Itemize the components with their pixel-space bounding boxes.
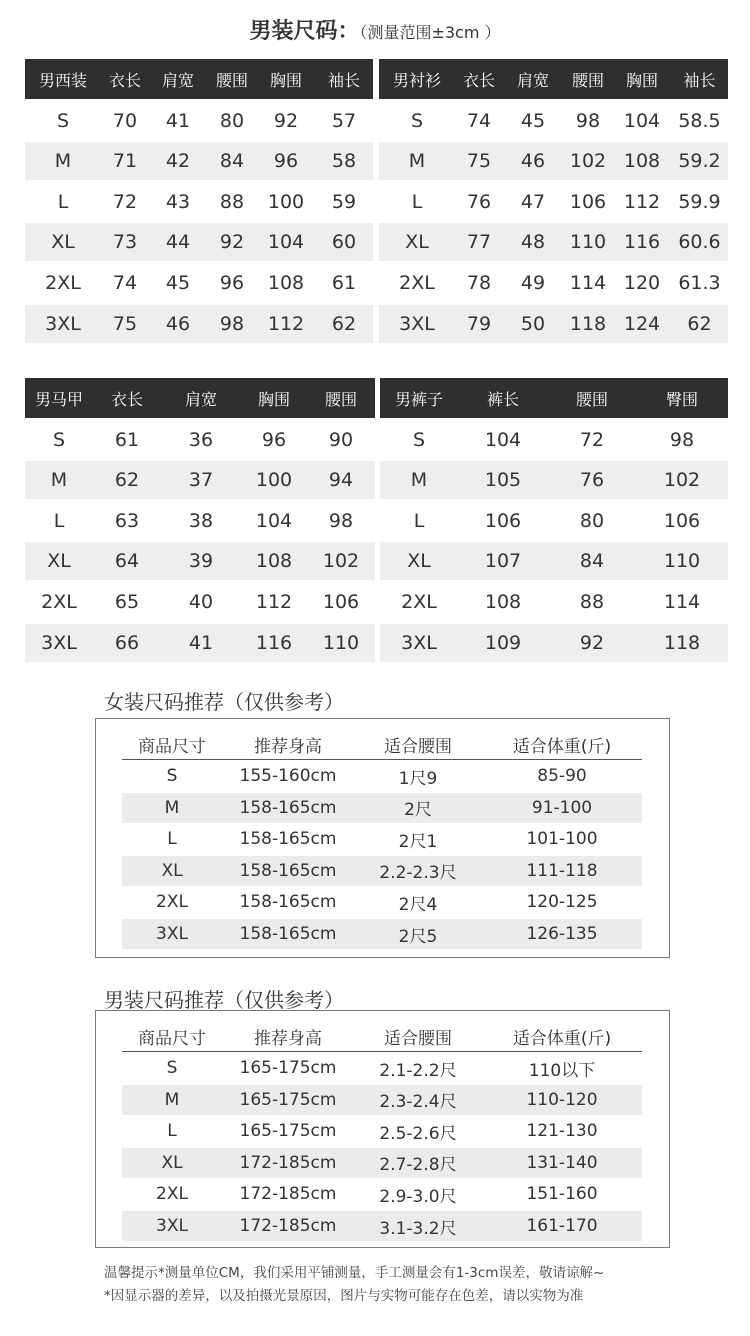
table-cell: 78 (466, 271, 492, 294)
table-cell: 64 (114, 550, 140, 573)
table-cell: 2尺1 (398, 831, 438, 852)
table-cell: L (167, 1121, 177, 1142)
table-cell: L (57, 190, 69, 213)
table-cell: 94 (328, 469, 354, 492)
table-row (379, 223, 728, 261)
table-cell: 37 (188, 469, 214, 492)
table-cell: 124 (623, 312, 661, 335)
table-cell: 165-175cm (239, 1058, 337, 1078)
table-cell: 106 (569, 190, 607, 213)
table-cell: 79 (466, 312, 492, 335)
table-cell: 2.5-2.6尺 (379, 1123, 457, 1144)
table-header (25, 59, 373, 99)
table-cell: 161-170 (526, 1216, 598, 1236)
header-cell: 推荐身高 (254, 736, 322, 757)
table-cell: 118 (569, 312, 607, 335)
table-cell: 158-165cm (239, 924, 337, 944)
table-cell: S (410, 109, 424, 132)
table-cell: 42 (165, 150, 191, 173)
table-cell: 48 (520, 231, 546, 254)
table-cell: 104 (255, 509, 293, 532)
table-cell: 92 (579, 631, 605, 654)
table-cell: 3XL (45, 312, 81, 335)
table-cell: 2XL (156, 1184, 188, 1205)
table-cell: 100 (267, 190, 305, 213)
table-row (25, 183, 373, 221)
table-cell: 110以下 (528, 1060, 596, 1081)
table-row (122, 1148, 642, 1178)
table-row (122, 1085, 642, 1115)
table-cell: 110 (569, 231, 607, 254)
table-cell: 84 (579, 550, 605, 573)
table-cell: XL (161, 1152, 183, 1173)
table-row (122, 761, 642, 791)
table-cell: 2XL (156, 892, 188, 913)
header-cell: 肩宽 (161, 70, 194, 90)
table-cell: 36 (188, 428, 214, 451)
table-cell: 41 (188, 631, 214, 654)
table-cell: 3XL (399, 312, 435, 335)
table-cell: 116 (255, 631, 293, 654)
table-cell: 2尺4 (398, 894, 438, 915)
table-cell: 72 (112, 190, 138, 213)
table-row (25, 142, 373, 180)
table-row (122, 824, 642, 854)
table-cell: 2.2-2.3尺 (379, 863, 457, 884)
header-cell: 适合腰围 (384, 736, 452, 757)
table-cell: 106 (322, 590, 360, 613)
table-header (122, 729, 642, 760)
table-row (380, 502, 728, 540)
table-cell: 2.3-2.4尺 (379, 1092, 457, 1113)
table-row (25, 461, 375, 499)
table-row (25, 542, 375, 580)
header-cell: 衣长 (108, 70, 141, 90)
table-cell: S (52, 428, 66, 451)
table-cell: 172-185cm (239, 1216, 337, 1236)
table-header (25, 378, 375, 418)
table-cell: 111-118 (526, 860, 598, 881)
table-cell: 105 (484, 469, 522, 492)
table-cell: 101-100 (526, 829, 598, 850)
header-cell: 男西装 (38, 70, 87, 90)
women-recommend-table (95, 718, 670, 958)
table-cell: 60.6 (678, 231, 721, 254)
shirt-size-table (379, 59, 728, 343)
table-cell: 46 (165, 312, 191, 335)
table-cell: 108 (623, 150, 661, 173)
table-cell: XL (161, 860, 183, 881)
table-cell: 3XL (41, 631, 77, 654)
table-row (379, 305, 728, 343)
table-cell: 71 (112, 150, 138, 173)
table-row (122, 793, 642, 823)
table-cell: 39 (188, 550, 214, 573)
women-recommend-heading: 女装尺码推荐（仅供参考） (104, 690, 344, 714)
table-row (380, 624, 728, 662)
table-row (122, 887, 642, 917)
table-cell: 104 (484, 428, 522, 451)
table-cell: 60 (331, 231, 357, 254)
table-cell: 102 (322, 550, 360, 573)
table-row (122, 1211, 642, 1241)
table-cell: 43 (165, 190, 191, 213)
table-cell: 114 (663, 590, 701, 613)
table-row (380, 583, 728, 621)
table-cell: 38 (188, 509, 214, 532)
table-cell: 108 (267, 271, 305, 294)
table-cell: 76 (579, 469, 605, 492)
table-cell: 50 (520, 312, 546, 335)
table-cell: 104 (623, 109, 661, 132)
table-cell: 88 (579, 590, 605, 613)
header-cell: 腰围 (571, 70, 604, 90)
table-cell: 2XL (401, 590, 437, 613)
table-cell: 112 (255, 590, 293, 613)
table-cell: 110-120 (526, 1089, 598, 1110)
table-cell: M (50, 469, 68, 492)
note-line: *因显示器的差异，以及拍摄光景原因，图片与实物可能存在色差，请以实物为准 (104, 1288, 584, 1304)
table-cell: 72 (579, 428, 605, 451)
table-cell: 114 (569, 271, 607, 294)
table-cell: 118 (663, 631, 701, 654)
table-cell: 3XL (401, 631, 437, 654)
table-cell: M (164, 797, 180, 818)
table-cell: 110 (663, 550, 701, 573)
vest-size-table (25, 378, 375, 662)
table-cell: 102 (569, 150, 607, 173)
table-cell: 66 (114, 631, 140, 654)
table-cell: 131-140 (526, 1152, 598, 1173)
table-header (380, 378, 728, 418)
table-cell: S (412, 428, 426, 451)
table-cell: M (164, 1089, 180, 1110)
table-cell: 59.2 (678, 150, 721, 173)
table-cell: L (413, 509, 425, 532)
table-cell: 151-160 (526, 1184, 598, 1205)
table-cell: 1尺9 (398, 768, 438, 789)
table-cell: 2.7-2.8尺 (379, 1155, 457, 1176)
table-cell: 106 (484, 509, 522, 532)
table-cell: 100 (255, 469, 293, 492)
table-cell: 80 (219, 109, 245, 132)
men-recommend-heading: 男装尺码推荐（仅供参考） (104, 988, 344, 1012)
table-cell: 88 (219, 190, 245, 213)
table-cell: 40 (188, 590, 214, 613)
table-cell: 158-165cm (239, 797, 337, 818)
table-cell: 61 (114, 428, 140, 451)
table-cell: 165-175cm (239, 1089, 337, 1110)
table-cell: 74 (466, 109, 492, 132)
table-row (25, 102, 373, 140)
table-cell: 98 (219, 312, 245, 335)
header-cell: 腰围 (215, 70, 248, 90)
table-cell: S (56, 109, 70, 132)
table-cell: 70 (112, 109, 138, 132)
header-cell: 适合腰围 (384, 1028, 452, 1049)
table-cell: 62 (114, 469, 140, 492)
header-cell: 男衬衫 (392, 70, 441, 90)
table-cell: 2.1-2.2尺 (379, 1060, 457, 1081)
table-cell: 90 (328, 428, 354, 451)
page-title (0, 14, 750, 45)
table-cell: 112 (267, 312, 305, 335)
table-cell: 126-135 (526, 924, 598, 944)
table-cell: 65 (114, 590, 140, 613)
table-cell: XL (405, 231, 429, 254)
table-row (122, 1053, 642, 1083)
table-cell: 116 (623, 231, 661, 254)
header-cell: 商品尺寸 (138, 736, 206, 757)
header-cell: 腰围 (575, 389, 608, 409)
page-title-sub: （测量范围±3cm ） (359, 23, 501, 42)
table-row (380, 542, 728, 580)
table-cell: 62 (687, 312, 712, 335)
header-cell: 腰围 (324, 389, 357, 409)
table-cell: 109 (484, 631, 522, 654)
table-header (379, 59, 728, 99)
table-cell: 75 (112, 312, 138, 335)
table-cell: 120 (623, 271, 661, 294)
table-cell: 57 (331, 109, 357, 132)
table-cell: 2尺 (404, 800, 432, 821)
table-cell: 41 (165, 109, 191, 132)
header-cell: 臀围 (665, 389, 698, 409)
table-row (380, 421, 728, 459)
header-cell: 胸围 (257, 389, 290, 409)
table-cell: 108 (484, 590, 522, 613)
table-cell: 44 (165, 231, 191, 254)
table-cell: 74 (112, 271, 138, 294)
table-cell: 47 (520, 190, 546, 213)
table-cell: 104 (267, 231, 305, 254)
table-cell: 80 (579, 509, 605, 532)
table-cell: 2.9-3.0尺 (379, 1186, 457, 1207)
table-cell: L (53, 509, 65, 532)
table-cell: 59.9 (678, 190, 721, 213)
table-cell: 75 (466, 150, 492, 173)
table-cell: 45 (520, 109, 546, 132)
table-row (25, 305, 373, 343)
table-cell: 2XL (399, 271, 435, 294)
table-cell: 3XL (156, 924, 188, 944)
table-row (380, 461, 728, 499)
table-row (25, 583, 375, 621)
table-cell: M (410, 469, 428, 492)
table-cell: XL (47, 550, 71, 573)
table-cell: 165-175cm (239, 1121, 337, 1142)
header-cell: 适合体重(斤) (512, 736, 612, 757)
header-cell: 衣长 (462, 70, 495, 90)
table-cell: 158-165cm (239, 829, 337, 850)
table-cell: 3.1-3.2尺 (379, 1218, 457, 1239)
header-cell: 商品尺寸 (138, 1028, 206, 1049)
table-row (122, 1116, 642, 1146)
table-cell: 158-165cm (239, 892, 337, 913)
table-cell: 61.3 (678, 271, 721, 294)
table-cell: 98 (669, 428, 695, 451)
table-cell: 49 (520, 271, 546, 294)
table-cell: 98 (575, 109, 601, 132)
notes (104, 1262, 604, 1308)
table-cell: 108 (255, 550, 293, 573)
table-row (25, 421, 375, 459)
table-cell: 106 (663, 509, 701, 532)
table-cell: 121-130 (526, 1121, 598, 1142)
header-cell: 袖长 (327, 70, 360, 90)
table-cell: L (411, 190, 423, 213)
header-cell: 适合体重(斤) (512, 1028, 612, 1049)
header-cell: 胸围 (269, 70, 302, 90)
table-cell: 172-185cm (239, 1184, 337, 1205)
pants-size-table (380, 378, 728, 662)
table-cell: 172-185cm (239, 1152, 337, 1173)
table-cell: 158-165cm (239, 860, 337, 881)
table-cell: 2XL (45, 271, 81, 294)
table-row (379, 264, 728, 302)
table-cell: 102 (663, 469, 701, 492)
table-cell: 85-90 (537, 766, 587, 786)
table-cell: 63 (114, 509, 140, 532)
table-row (379, 102, 728, 140)
table-cell: S (166, 766, 178, 786)
table-row (25, 264, 373, 302)
table-cell: 46 (520, 150, 546, 173)
table-cell: 84 (219, 150, 245, 173)
table-row (122, 1179, 642, 1209)
table-cell: 96 (219, 271, 245, 294)
table-cell: 3XL (156, 1216, 188, 1236)
table-cell: XL (407, 550, 431, 573)
table-cell: 155-160cm (239, 766, 337, 786)
header-cell: 肩宽 (516, 70, 549, 90)
table-row (379, 142, 728, 180)
note-line: 温馨提示*测量单位CM，我们采用平铺测量，手工测量会有1-3cm误差，敬请谅解~ (104, 1265, 605, 1281)
header-cell: 男裤子 (394, 389, 443, 409)
table-row (122, 856, 642, 886)
table-cell: 92 (273, 109, 299, 132)
table-cell: 120-125 (526, 892, 598, 913)
header-cell: 胸围 (625, 70, 658, 90)
suit-size-table (25, 59, 373, 343)
table-cell: 76 (466, 190, 492, 213)
table-header (122, 1021, 642, 1052)
table-cell: 91-100 (531, 797, 593, 818)
header-cell: 袖长 (683, 70, 716, 90)
table-cell: 92 (219, 231, 245, 254)
table-cell: 58.5 (678, 109, 721, 132)
table-cell: S (166, 1058, 178, 1078)
header-cell: 衣长 (110, 389, 143, 409)
table-cell: 2XL (41, 590, 77, 613)
table-row (379, 183, 728, 221)
table-cell: XL (51, 231, 75, 254)
table-cell: 112 (623, 190, 661, 213)
table-cell: 77 (466, 231, 492, 254)
table-cell: L (167, 829, 177, 850)
table-cell: 96 (261, 428, 287, 451)
table-cell: 62 (331, 312, 357, 335)
table-cell: 98 (328, 509, 354, 532)
table-cell: 58 (331, 150, 357, 173)
header-cell: 裤长 (486, 389, 519, 409)
table-cell: M (408, 150, 426, 173)
table-cell: 59 (331, 190, 357, 213)
table-cell: M (54, 150, 72, 173)
table-cell: 107 (484, 550, 522, 573)
table-cell: 73 (112, 231, 138, 254)
table-row (25, 502, 375, 540)
table-row (25, 223, 373, 261)
page-title-main: 男装尺码： (249, 19, 360, 44)
table-row (25, 624, 375, 662)
header-cell: 男马甲 (34, 389, 83, 409)
table-cell: 2尺5 (398, 926, 438, 947)
header-cell: 推荐身高 (254, 1028, 322, 1049)
header-cell: 肩宽 (184, 389, 217, 409)
table-row (122, 919, 642, 949)
men-recommend-table (95, 1010, 670, 1248)
table-cell: 45 (165, 271, 191, 294)
table-cell: 110 (322, 631, 360, 654)
table-cell: 96 (273, 150, 299, 173)
table-cell: 61 (331, 271, 357, 294)
